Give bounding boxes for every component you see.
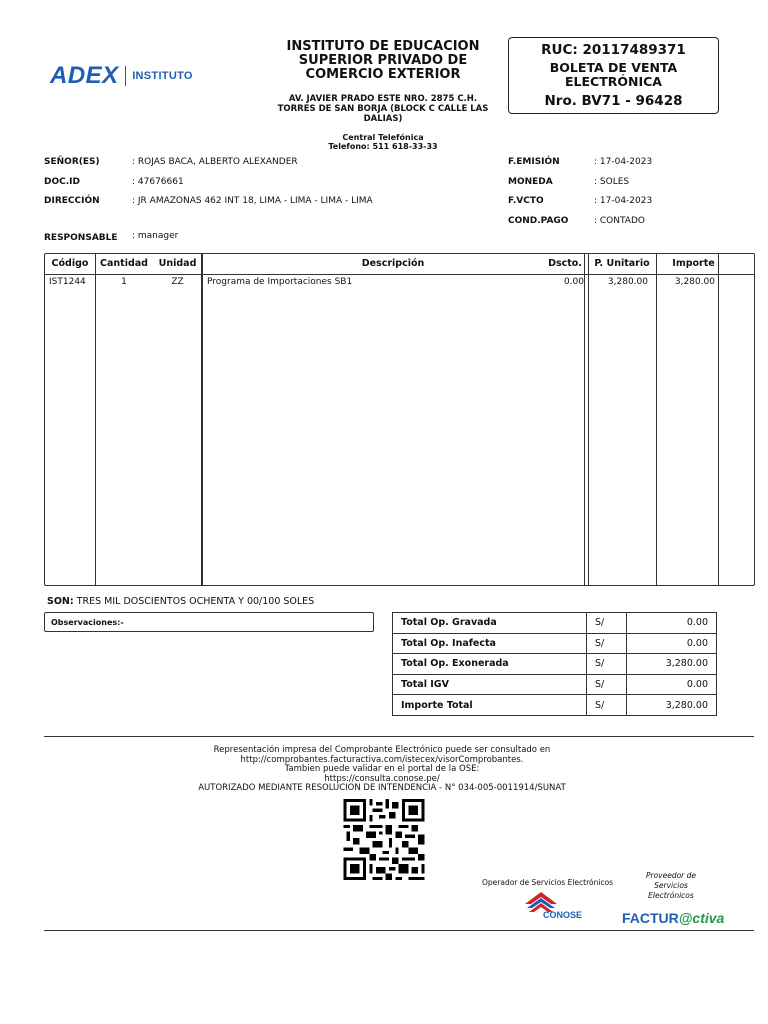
son-label: SON:: [47, 596, 74, 607]
header-importe: Importe: [672, 258, 715, 269]
responsable-label: RESPONSABLE: [44, 233, 118, 243]
footer-line: Tambien puede validar en el portal de la OSE:: [284, 764, 480, 775]
son-line: [47, 596, 314, 607]
ruc-box: [508, 37, 719, 114]
totals-row: [393, 613, 717, 634]
items-table: [44, 253, 755, 586]
facturactiva-logo: [622, 910, 724, 926]
total-value: 3,280.00: [627, 695, 717, 716]
doc-number: Nro. BV71 - 96428: [544, 93, 683, 109]
company-logo: [50, 62, 200, 90]
row-codigo: IST1244: [49, 277, 86, 287]
observaciones-box: Observaciones:-: [44, 612, 374, 632]
doc-type-line: BOLETA DE VENTA: [549, 60, 678, 75]
proveedor-line: Electrónicos: [648, 891, 694, 900]
fvcto-value: : 17-04-2023: [594, 196, 653, 206]
company-address-line: AV. JAVIER PRADO ESTE NRO. 2875 C.H.: [288, 94, 478, 104]
moneda-value: : SOLES: [594, 177, 630, 187]
totals-row: [393, 695, 717, 716]
central-label: Central Telefónica: [342, 133, 424, 142]
proveedor-line: Servicios: [654, 881, 688, 890]
row-cantidad: 1: [121, 277, 127, 287]
company-name-line: COMERCIO EXTERIOR: [305, 67, 461, 82]
total-currency: S/: [587, 674, 627, 695]
condpago-value: : CONTADO: [594, 216, 645, 226]
senor-label: SEÑOR(ES): [44, 157, 100, 167]
totals-row: [393, 654, 717, 675]
logo-sub: INSTITUTO: [132, 70, 193, 82]
company-info: [228, 40, 538, 151]
row-punitario: 3,280.00: [607, 277, 648, 287]
footer-line: Representación impresa del Comprobante Electrónico puede ser consultado en: [213, 745, 551, 755]
moneda-label: MONEDA: [508, 177, 553, 187]
conose-logo-icon: [523, 890, 593, 920]
proveedor-label: [636, 871, 706, 901]
senor-value: : ROJAS BACA, ALBERTO ALEXANDER: [132, 157, 298, 167]
header-dscto: Dscto.: [548, 258, 582, 269]
company-address-line: DALIAS): [363, 114, 403, 124]
facturactiva-b: @ctiva: [678, 910, 725, 926]
fvcto-label: F.VCTO: [508, 196, 544, 206]
facturactiva-a: FACTUR: [622, 910, 679, 926]
ruc-number: RUC: 20117489371: [541, 42, 686, 58]
footer-line: http://comprobantes.facturactiva.com/istecex/visorComprobantes.: [240, 754, 524, 765]
col-codigo: [45, 254, 96, 585]
condpago-label: COND.PAGO: [508, 216, 569, 226]
total-label: Total Op. Exonerada: [393, 654, 587, 675]
responsable-value: : manager: [132, 231, 179, 241]
total-value: 3,280.00: [627, 654, 717, 675]
totals-table: [392, 612, 717, 716]
total-value: 0.00: [627, 674, 717, 695]
logo-brand: ADEX: [50, 62, 119, 89]
total-label: Total Op. Gravada: [393, 613, 587, 634]
footer-line: https://consulta.conose.pe/: [324, 773, 440, 784]
proveedor-line: Proveedor de: [645, 871, 697, 880]
total-value: 0.00: [627, 633, 717, 654]
total-currency: S/: [587, 613, 627, 634]
direccion-value: : JR AMAZONAS 462 INT 18, LIMA - LIMA - LIMA - LIMA: [132, 196, 373, 206]
doc-type-line: ELECTRÓNICA: [565, 74, 662, 89]
header-descripcion: Descripción: [361, 258, 425, 269]
docid-value: : 47676661: [132, 177, 184, 187]
row-importe: 3,280.00: [674, 277, 715, 287]
total-currency: S/: [587, 633, 627, 654]
company-name-line: INSTITUTO DE EDUCACION: [286, 39, 480, 54]
company-phone: Telefono: 511 618-33-33: [328, 142, 438, 151]
total-label: Total IGV: [393, 674, 587, 695]
total-value: 0.00: [627, 613, 717, 634]
total-label: Importe Total: [393, 695, 587, 716]
totals-row: [393, 674, 717, 695]
footer-line: AUTORIZADO MEDIANTE RESOLUCION DE INTENDENCIA - N° 034-005-0011914/SUNAT: [198, 783, 566, 794]
logo-divider: [125, 66, 127, 86]
total-label: Total Op. Inafecta: [393, 633, 587, 654]
separator-line: [44, 736, 754, 737]
femision-label: F.EMISIÓN: [508, 157, 560, 167]
col-descripcion: [202, 254, 585, 585]
total-currency: S/: [587, 654, 627, 675]
conose-text: CONOSE: [543, 910, 583, 920]
row-unidad: ZZ: [171, 277, 184, 287]
col-punitario: [588, 254, 657, 585]
row-dscto: 0.00: [563, 277, 584, 287]
header-codigo: Código: [51, 258, 89, 269]
footer-text: [160, 746, 604, 794]
totals-row: [393, 633, 717, 654]
col-importe: [656, 254, 719, 585]
direccion-label: DIRECCIÓN: [44, 196, 100, 206]
company-address-line: TORRES DE SAN BORJA (BLOCK C CALLE LAS: [277, 104, 489, 114]
header-unidad: Unidad: [158, 258, 197, 269]
femision-value: : 17-04-2023: [594, 157, 653, 167]
separator-line: [44, 930, 754, 931]
col-cantidad: [95, 254, 202, 585]
header-cantidad: Cantidad: [100, 258, 148, 269]
company-name-line: SUPERIOR PRIVADO DE: [298, 53, 468, 68]
qr-code-icon: [341, 799, 427, 880]
header-punitario: P. Unitario: [594, 258, 650, 269]
docid-label: DOC.ID: [44, 177, 80, 187]
operador-label: Operador de Servicios Electrónicos: [482, 878, 614, 887]
total-currency: S/: [587, 695, 627, 716]
row-descripcion: Programa de Importaciones SB1: [207, 277, 353, 287]
son-value: TRES MIL DOSCIENTOS OCHENTA Y 00/100 SOLES: [76, 596, 315, 607]
